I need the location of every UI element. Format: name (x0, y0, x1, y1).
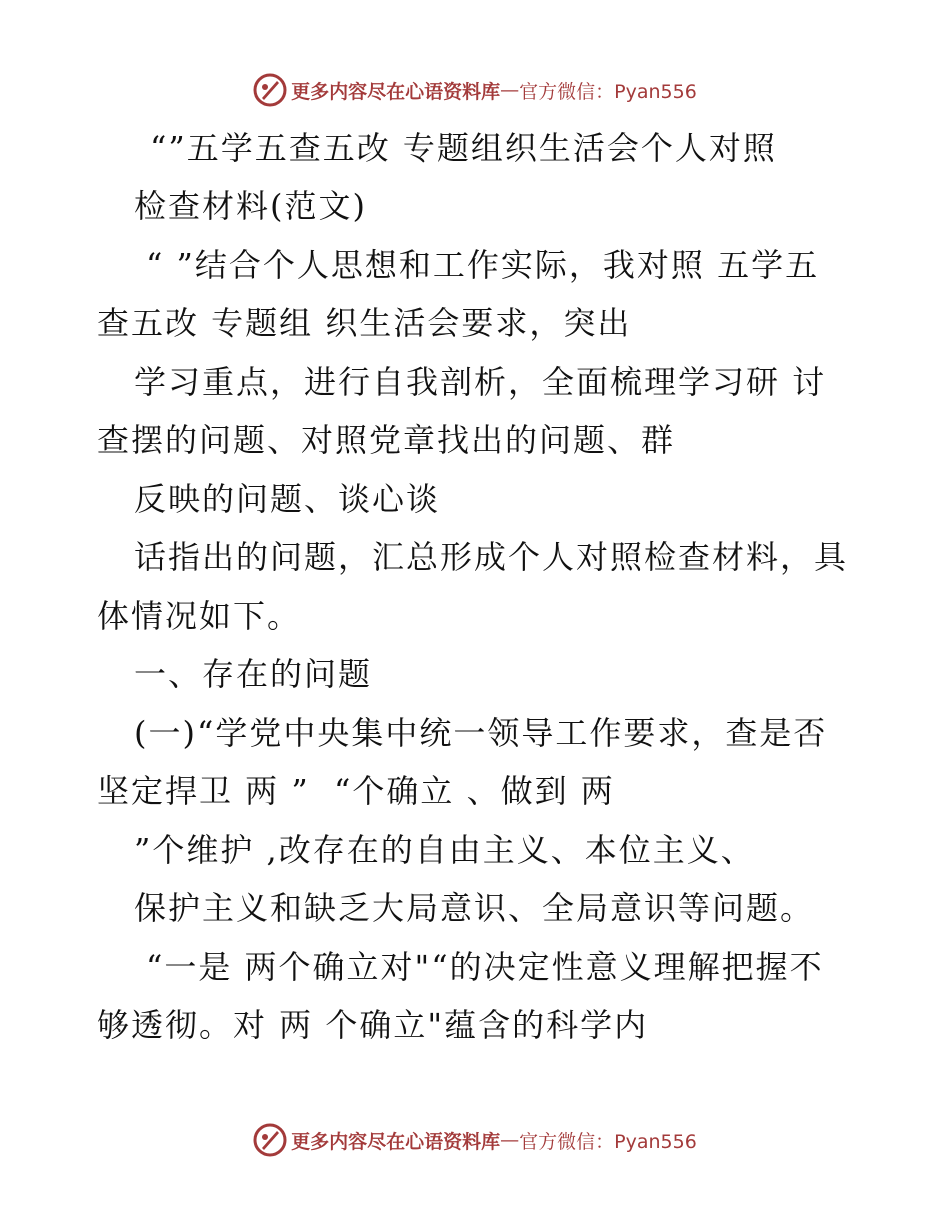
doc-line: 坚定捍卫 两 ” “个确立 、做到 两 (97, 772, 615, 810)
doc-title-line-1: “”五学五查五改 专题组织生活会个人对照 (150, 129, 777, 167)
doc-line: 反映的问题、谈心谈 (134, 480, 441, 518)
doc-line: 查五改 专题组 织生活会要求，突出 (97, 304, 632, 342)
banner-separator: — (500, 79, 520, 101)
header-watermark (0, 70, 950, 110)
quill-pen-logo (253, 73, 287, 107)
banner-wechat: 官方微信：Pyan556 (519, 80, 697, 103)
banner-separator: — (500, 1129, 520, 1151)
footer-watermark (0, 1120, 950, 1160)
doc-line: 体情况如下。 (97, 597, 302, 635)
doc-line: 够透彻。对 两 个确立"蕴含的科学内 (97, 1006, 649, 1044)
doc-line: 保护主义和缺乏大局意识、全局意识等问题。 (134, 889, 815, 927)
doc-line: 学习重点，进行自我剖析，全面梳理学习研 讨 (134, 363, 827, 401)
banner-wechat: 官方微信：Pyan556 (519, 1130, 697, 1153)
doc-line: ”个维护 ,改存在的自由主义、本位主义、 (134, 831, 755, 869)
doc-title-line-2: 检查材料(范文) (134, 187, 367, 225)
doc-line: “一是 两个确立对"“的决定性意义理解把握不 (146, 948, 824, 986)
quill-pen-logo (253, 1123, 287, 1157)
doc-line: 话指出的问题，汇总形成个人对照检查材料，具 (134, 538, 849, 576)
doc-line: “ ”结合个人思想和工作实际，我对照 五学五 (146, 246, 820, 284)
banner-text: 更多内容尽在心语资料库 (291, 80, 501, 103)
banner-text: 更多内容尽在心语资料库 (291, 1130, 501, 1153)
section-heading: 一、存在的问题 (134, 655, 373, 693)
doc-line: (一)“学党中央集中统一领导工作要求，查是否 (134, 714, 828, 752)
doc-line: 查摆的问题、对照党章找出的问题、群 (97, 421, 676, 459)
